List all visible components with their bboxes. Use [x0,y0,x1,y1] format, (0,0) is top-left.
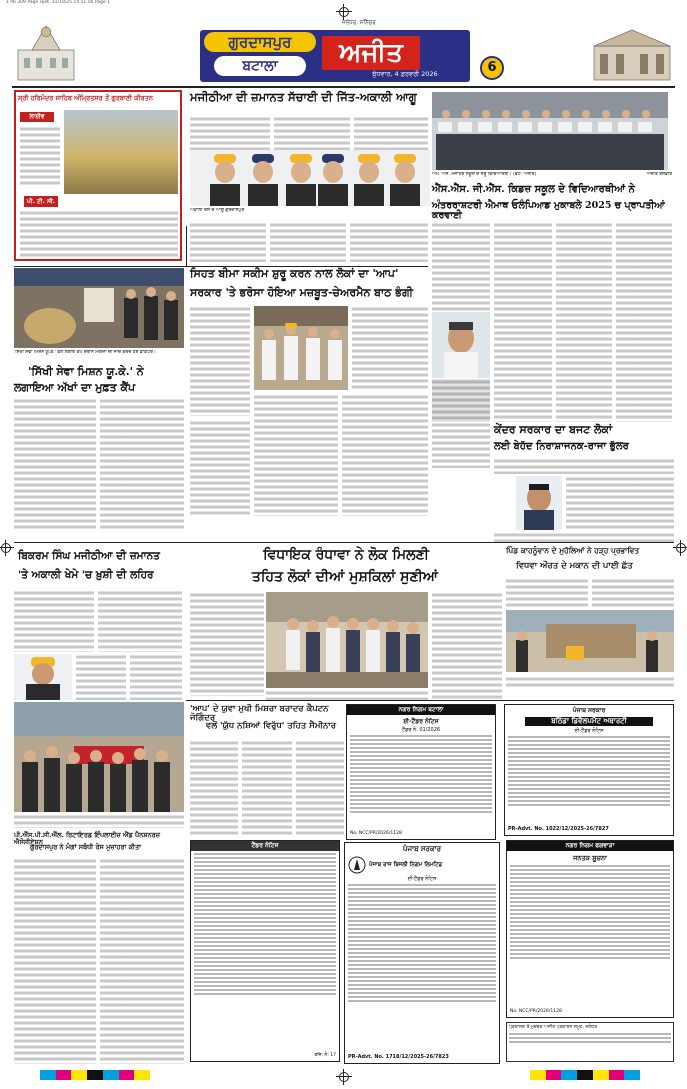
headline-budget-1: ਕੇਂਦਰ ਸਰਕਾਰ ਦਾ ਬਜਟ ਲੋਕਾਂ [494,423,613,436]
logo-ajit: ਅਜੀਤ [322,36,420,70]
majithia-text-5 [270,222,346,262]
village-caption [506,676,674,688]
kirtan-schedule-text [20,126,60,186]
crop-mark-right [673,540,687,556]
logo-gurdaspur: ਗੁਰਦਾਸਪੁਰ [204,32,316,52]
ad-punjab-footer: PR-Advt. No. 1718/12/2025-26/7823 [348,1054,449,1060]
budget-side-text [432,380,490,468]
ad-bathinda-title: ਬਠਿੰਡਾ ਡਿਵੈਲਪਮੈਂਟ ਅਥਾਰਟੀ [525,717,653,726]
ad-bathinda-footer: PR-Advt. No. 1022/12/2025-26/7827 [508,826,609,832]
eye-camp-text-1 [14,398,96,530]
rally-caption-text [14,814,184,828]
ad-tender-band: ਟੈਂਡਰ ਨੋਟਿਸ [191,841,339,851]
health-meeting-photo [254,306,348,390]
village-text-1 [506,578,588,608]
ad-nagar-title: ਈ-ਟੈਂਡਰ ਨੋਟਿਸ [403,718,439,725]
eye-camp-text-2 [100,398,184,530]
crop-mark-bottom [336,1069,352,1085]
headline-aap-1: 'ਆਪ' ਦੇ ਯੁਵਾ ਮੁਖੀ ਮਿਸ਼ਰਾ ਬਰਾਦਰ ਕੈਪਟਨ ਜੋਗਿੰਦਰ [190,704,329,724]
headline-pensioners-1: ਪੀ.ਐੱਸ.ਪੀ.ਸੀ.ਐੱਲ. ਰਿਟਾਇਰਡ ਇੰਪਲਾਈਜ਼ ਐਂਡ ਪੈਨਸ਼ਨਰਜ਼ ਐਸੋਸੀਏਸ਼ਨ [14,831,160,847]
logo-batala: ਬਟਾਲਾ [214,56,306,76]
politician-portrait-1 [432,312,490,378]
kirtan-title: ਸ੍ਰੀ ਹਰਿਮੰਦਰ ਸਾਹਿਬ ਅੰਮ੍ਰਿਤਸਰ ਤੋਂ ਗੁਰਬਾਣੀ ਕੀਰਤਨ [18,94,153,102]
health-text-2 [190,420,250,516]
aap-text-3 [296,740,344,836]
headline-village-1: ਪਿੰਡ ਕਾਹਨੂੰਵਾਨ ਦੇ ਮੁਹੱਲਿਆਂ ਨੇ ਹੜ੍ਹ ਪ੍ਰਭਾਵਿਤ [506,546,640,555]
kirtan-ptc-badge: ਪੀ. ਟੀ. ਸੀ. [24,196,58,207]
ad-public-notice [506,840,674,1018]
aap-text-2 [242,740,292,836]
headline-village-2: ਵਿਧਵਾ ਔਰਤ ਦੇ ਮਕਾਨ ਦੀ ਪਾਈ ਛੱਤ [516,561,633,571]
crop-mark-left [0,540,14,556]
budget-text-2 [566,476,674,530]
masthead-rule [12,86,675,88]
headline-randhawa-1: ਵਿਧਾਇਕ ਰੰਧਾਵਾ ਨੇ ਲੋਕ ਮਿਲਣੀ [263,547,429,563]
health-text-1 [190,306,250,416]
olympiad-text-4 [616,222,672,422]
ad-punjab-sub: ਈ-ਟੈਂਡਰ ਨੋਟਿਸ [407,876,437,882]
headline-health-insurance-1: ਸਿਹਤ ਬੀਮਾ ਸਕੀਮ ਸ਼ੁਰੂ ਕਰਨ ਨਾਲ ਲੋਕਾਂ ਦਾ 'ਆਪ' [190,267,399,280]
akali-leaders-photo-strip [190,150,430,206]
ad-punjab-title: ਪੰਜਾਬ ਰਾਜ ਬਿਜਲੀ ਨਿਗਮ ਲਿਮਟਿਡ [369,861,443,868]
edition-tag: ਜਲੰਧਰ, ਸਨਿੱਚਰ [342,20,376,26]
page-number: 6 [480,56,504,80]
ad-punjab-band: ਪੰਜਾਬ ਸਰਕਾਰ [402,845,441,853]
headline-olympiad-1: ਐੱਸ.ਐੱਸ. ਜੀ.ਐੱਸ. ਕਿਡਜ਼ ਸਕੂਲ ਦੇ ਵਿਦਿਆਰਥੀਆਂ ਨੇ [432,184,635,195]
ad-nagar-nigam-batala [346,704,496,840]
headline-health-insurance-2: ਸਰਕਾਰ 'ਤੇ ਭਰੋਸਾ ਹੋਇਆ ਮਜ਼ਬੂਤ-ਚੇਅਰਮੈਨ ਬਾਠ ਭੰਗੀ [190,286,413,299]
headline-bikram-2: 'ਤੇ ਅਕਾਲੀ ਖੇਮੇ 'ਚ ਖ਼ੁਸ਼ੀ ਦੀ ਲਹਿਰ [18,569,154,581]
kirtan-details-text [20,210,178,258]
headline-randhawa-2: ਤਹਿਤ ਲੋਕਾਂ ਦੀਆਂ ਮੁਸ਼ਕਿਲਾਂ ਸੁਣੀਆਂ [251,569,439,585]
olympiad-credit: ਅਜੀਤ ਤਸਵੀਰ [646,172,672,177]
randhawa-text-2 [432,592,502,700]
ad-tender-small [190,840,340,1062]
health-text-3 [352,306,428,390]
bikram-text-3 [98,590,182,652]
headline-majithia-bail: ਮਜੀਠੀਆ ਦੀ ਜ਼ਮਾਨਤ ਸੱਚਾਈ ਦੀ ਜਿੱਤ-ਅਕਾਲੀ ਆਗੂ [190,90,417,104]
olympiad-students-photo [432,92,668,170]
budget-text-3 [494,532,674,542]
village-text-2 [592,578,674,608]
ad-bathinda-band: ਪੰਜਾਬ ਸਰਕਾਰ [572,707,606,714]
ad-nagar-footer: No. NCC/PR/2026/1128 [350,831,402,836]
punjab-emblem-icon [348,856,366,874]
print-slug: 1 Pb 309 Page rpet. 31/10/25 14.51.56 Page 1 [6,0,111,5]
golden-temple-sketch-icon [14,20,78,82]
health-text-4 [254,394,338,516]
color-bar-right [530,1070,640,1080]
ad-nagar-sub: ਟੈਂਡਰ ਨੰ. 01/2026 [401,727,441,733]
majithia-text-6 [350,222,428,262]
headline-bikram-1: ਬਿਕਰਮ ਸਿੰਘ ਮਜੀਠੀਆ ਦੀ ਜ਼ਮਾਨਤ [18,550,160,562]
ad-bathinda-sub: ਈ-ਟੈਂਡਰ ਨੋਟਿਸ [574,728,604,734]
health-text-5 [342,394,428,516]
house-roof-photo [506,610,674,672]
heritage-building-sketch-icon [592,28,672,82]
headline-sikhi-sewa-1: 'ਸਿੱਖੀ ਸੇਵਾ ਮਿਸ਼ਨ ਯੂ.ਕੇ.' ਨੇ [28,365,144,378]
akali-leader-portrait [14,654,72,700]
headline-pensioners-2: ਗੁਰਦਾਸਪੁਰ ਨੇ ਮੰਗਾਂ ਸਬੰਧੀ ਰੋਸ ਮੁਜ਼ਾਹਰਾ ਕੀਤਾ [30,843,142,851]
pensioners-text-2 [100,858,184,1064]
headline-olympiad-2: ਅੰਤਰਰਾਸ਼ਟਰੀ ਐਮਾਥ ਓਲੰਪਿਆਡ ਮੁਕਾਬਲੇ 2025 ਚ ਪ੍ਰਾਪਤੀਆਂ ਕਰਵਾਈ [432,200,665,222]
color-bar-left [40,1070,150,1080]
olympiad-caption: ਐਮ. ਐਸ. ਮਜਾਹਦ ਸਕੂਲ ਦੇ ਜੇਤੂ ਵਿਦਿਆਰਥੀ। (ਫੋਟੋ: ਅਜੀਤ) [432,172,537,177]
politician-portrait-2 [516,476,562,530]
bikram-text-4 [130,654,182,700]
ad-punjab-government [344,842,500,1064]
majithia-caption: ਅਕਾਲੀ ਦਲ ਦੇ ਆਗੂ ਗੁਰਦਾਸਪੁਰ [190,208,245,213]
imprint-box [506,1022,674,1062]
eye-camp-photo [14,268,184,348]
edition-date: ਬੁੱਧਵਾਰ, 4 ਫ਼ਰਵਰੀ 2026 [372,70,438,78]
section-rule-2 [14,542,674,543]
ad-notice-band: ਨਗਰ ਨਿਗਮ ਫਗਵਾੜਾ [507,841,673,851]
protest-rally-photo [14,702,184,812]
masthead [0,14,687,84]
bikram-text-1 [14,590,94,652]
lok-milni-photo [266,592,428,688]
eye-camp-caption: 'ਸਿੱਖੀ ਸੇਵਾ ਮਿਸ਼ਨ ਯੂ.ਕੇ.' ਵਲੋਂ ਲਗਾਏ ਕੈਂਪ ਦੌਰਾਨ ਮਰੀਜ਼ਾਂ ਦੀ ਜਾਂਚ ਕਰਦੇ ਹੋਏ ਡਾਕਟਰ। [14,350,156,355]
ad-bathinda-development [504,704,674,836]
ad-notice-footer: No. NCC/PR/2026/1128 [510,1009,562,1014]
imprint-text: ਪ੍ਰਕਾਸ਼ਕ ਤੇ ਮੁਦਰਕ ਅਜੀਤ ਪ੍ਰਕਾਸ਼ਨ ਸਮੂਹ, ਜਲੰਧਰ [509,1025,598,1030]
kirtan-live-badge: ਲਾਈਵ [20,112,54,122]
majithia-text-4 [190,222,266,262]
column-rule [186,226,187,266]
section-rule-3 [186,700,674,701]
ad-nagar-band: ਨਗਰ ਨਿਗਮ ਬਟਾਲਾ [347,705,495,715]
headline-aap-2: ਵਲੋਂ 'ਯੁੱਧ ਨਸ਼ਿਆਂ ਵਿਰੁੱਧ' ਤਹਿਤ ਸੈਮੀਨਾਰ [206,721,336,731]
budget-intro-text [494,458,674,474]
ad-notice-title: ਜਨਤਕ ਸੂਚਨਾ [573,854,607,862]
olympiad-text-3 [556,222,612,422]
ad-tender-footer: ਰਜਿ: ਨੰ: 17 [314,1053,336,1058]
olympiad-text-2 [494,222,552,422]
golden-temple-photo [64,110,178,194]
bikram-text-2 [76,654,126,700]
pensioners-text-1 [14,858,96,1064]
headline-sikhi-sewa-2: ਲਗਾਇਆ ਅੱਖਾਂ ਦਾ ਮੁਫ਼ਤ ਕੈਂਪ [14,381,136,394]
aap-text-1 [190,740,238,836]
lok-milni-caption [266,690,428,700]
headline-budget-2: ਲਈ ਬੇਹੱਦ ਨਿਰਾਸ਼ਾਜਨਕ-ਰਾਜਾ ਭੁੱਲਰ [494,441,629,452]
kirtan-box [14,90,182,261]
randhawa-text-1 [190,592,264,696]
